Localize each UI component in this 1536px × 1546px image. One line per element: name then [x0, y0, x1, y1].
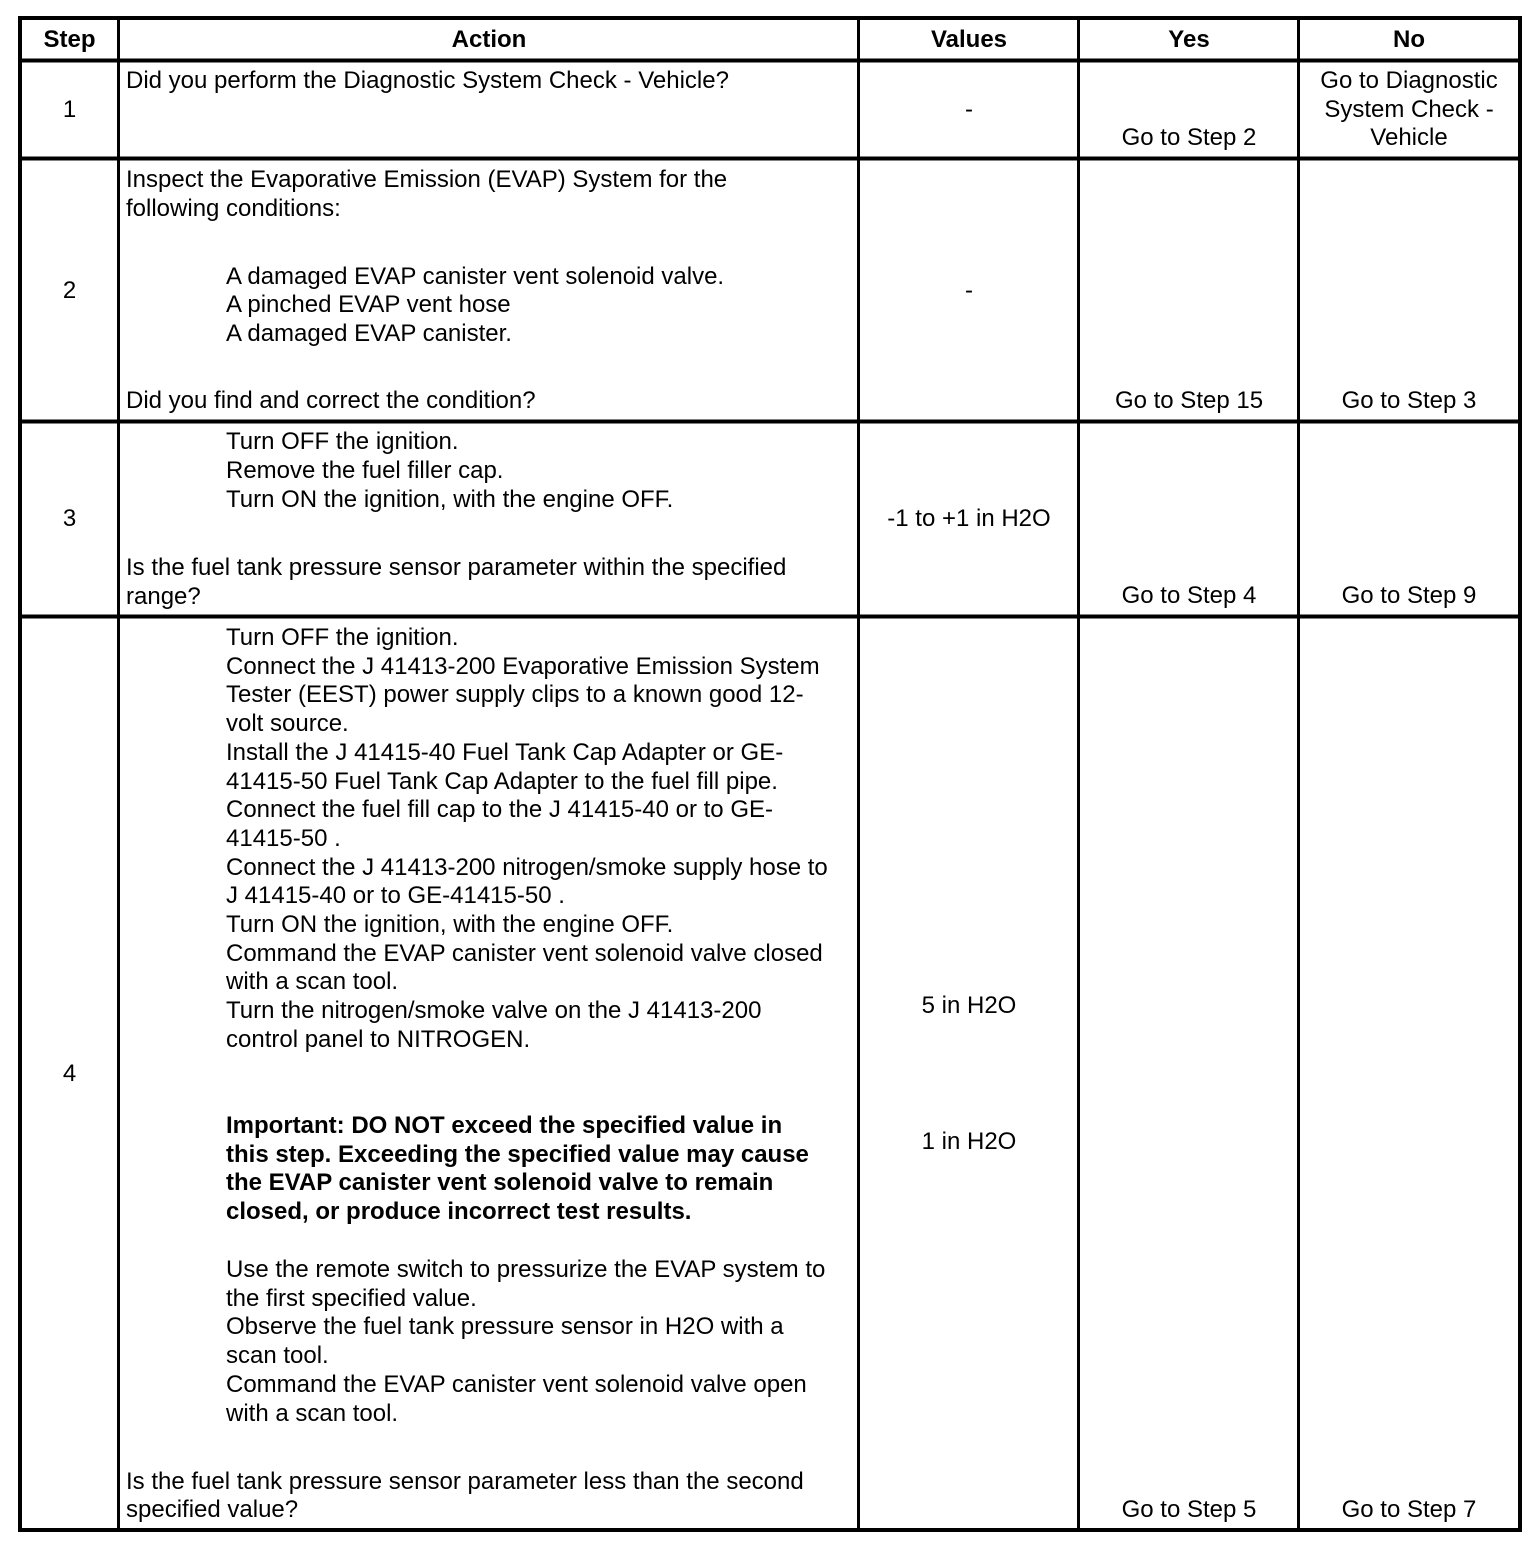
step-number: 1	[62, 96, 77, 123]
important-line: Important: DO NOT exceed the specified value in	[226, 1112, 783, 1139]
yes-link[interactable]: Go to Step 5	[1121, 1496, 1257, 1523]
yes-link[interactable]: Go to Step 2	[1121, 124, 1257, 151]
no-link[interactable]: Go to Step 7	[1341, 1496, 1477, 1523]
action-bullet: Turn ON the ignition, with the engine OFF.	[226, 486, 674, 513]
action-bullet: Turn the nitrogen/smoke valve on the J 41413-200	[226, 997, 762, 1025]
header-no: No	[1393, 26, 1425, 53]
action-bullet: volt source.	[226, 710, 349, 738]
action-question: Did you find and correct the condition?	[126, 387, 536, 414]
no-link[interactable]: Go to Step 3	[1341, 387, 1477, 414]
action-bullet: with a scan tool.	[226, 1399, 399, 1427]
value-cell: -1 to +1 in H2O	[887, 505, 1051, 532]
action-intro: following conditions:	[126, 195, 341, 222]
value-cell: 5 in H2O	[921, 992, 1017, 1019]
action-bullet: Turn OFF the ignition.	[226, 624, 459, 651]
action-bullet: Connect the fuel fill cap to the J 41415-40 or to GE-	[226, 796, 773, 824]
yes-link[interactable]: Go to Step 4	[1121, 582, 1257, 609]
step-number: 3	[62, 505, 77, 532]
action-question: Did you perform the Diagnostic System Check - Vehicle?	[126, 67, 729, 94]
action-bullet: Command the EVAP canister vent solenoid valve open	[226, 1370, 807, 1398]
action-bullet: with a scan tool.	[226, 968, 399, 996]
action-intro: Inspect the Evaporative Emission (EVAP) System for the	[126, 166, 728, 193]
value-cell: -	[965, 277, 973, 304]
header-values: Values	[930, 26, 1008, 53]
action-bullet: 41415-50 .	[226, 824, 341, 852]
important-line: closed, or produce incorrect test results.	[226, 1198, 692, 1226]
action-question: specified value?	[126, 1496, 299, 1523]
action-bullet: Command the EVAP canister vent solenoid valve closed	[226, 939, 823, 967]
action-bullet: scan tool.	[226, 1342, 329, 1370]
header-action: Action	[451, 26, 527, 53]
no-link[interactable]: Go to Step 9	[1341, 582, 1477, 609]
step-number: 4	[62, 1060, 77, 1087]
action-bullet: 41415-50 Fuel Tank Cap Adapter to the fuel fill pipe.	[226, 767, 778, 795]
action-bullet: Tester (EEST) power supply clips to a known good 12-	[226, 681, 804, 709]
no-link-line[interactable]: System Check -	[1324, 96, 1494, 123]
no-link-line[interactable]: Go to Diagnostic	[1320, 67, 1498, 94]
action-bullet: Use the remote switch to pressurize the EVAP system to	[226, 1256, 826, 1283]
important-line: this step. Exceeding the specified value may cause	[226, 1140, 809, 1168]
action-bullet: Turn ON the ignition, with the engine OFF.	[226, 911, 674, 938]
action-bullet: A pinched EVAP vent hose	[226, 291, 511, 318]
yes-link[interactable]: Go to Step 15	[1114, 387, 1264, 414]
action-bullet: Connect the J 41413-200 nitrogen/smoke supply hose to	[226, 853, 828, 881]
action-bullet: Observe the fuel tank pressure sensor in H2O with a	[226, 1313, 784, 1341]
action-question: Is the fuel tank pressure sensor parameter less than the second	[126, 1468, 804, 1495]
action-question: range?	[126, 583, 201, 610]
header-yes: Yes	[1168, 26, 1210, 53]
header-step: Step	[43, 26, 96, 53]
important-line: the EVAP canister vent solenoid valve to remain	[226, 1169, 774, 1197]
value-cell: 1 in H2O	[921, 1128, 1017, 1155]
no-link-line[interactable]: Vehicle	[1370, 124, 1448, 151]
action-bullet: Install the J 41415-40 Fuel Tank Cap Adapter or GE-	[226, 738, 784, 766]
action-bullet: J 41415-40 or to GE-41415-50 .	[226, 882, 565, 910]
action-bullet: A damaged EVAP canister vent solenoid valve.	[226, 263, 725, 290]
action-bullet: A damaged EVAP canister.	[226, 320, 512, 347]
action-bullet: Connect the J 41413-200 Evaporative Emission System	[226, 652, 820, 680]
action-bullet: Remove the fuel filler cap.	[226, 457, 504, 484]
action-bullet: Turn OFF the ignition.	[226, 428, 459, 455]
value-cell: -	[965, 96, 973, 123]
action-bullet: the first specified value.	[226, 1284, 477, 1312]
step-number: 2	[62, 277, 77, 304]
action-bullet: control panel to NITROGEN.	[226, 1025, 531, 1053]
action-question: Is the fuel tank pressure sensor parameter within the specified	[126, 554, 787, 581]
